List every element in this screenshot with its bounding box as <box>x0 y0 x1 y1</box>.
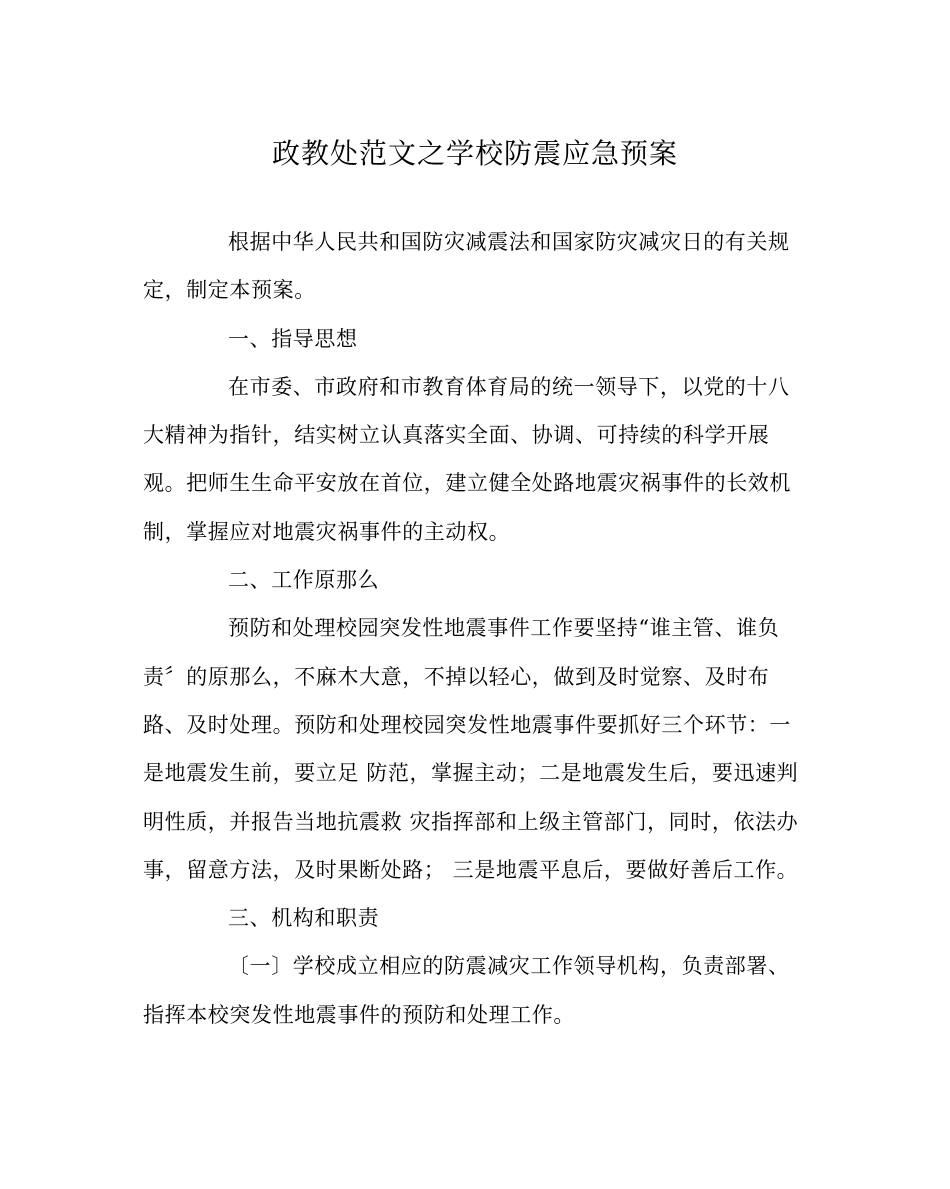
paragraph-line: 预防和处理校园突发性地震事件工作要坚持“谁主管、谁负 <box>228 616 780 641</box>
document-body <box>143 218 807 1039</box>
section-heading: 二、工作原那么 <box>228 568 380 593</box>
section-heading: 一、指导思想 <box>228 326 358 351</box>
document-title: 政教处范文之学校防震应急预案 <box>271 137 678 170</box>
paragraph-line: 是地震发生前，要立足 防范，掌握主动；二是地震发生后，要迅速判 <box>143 761 799 786</box>
paragraph-line: 制，掌握应对地震灾祸事件的主动权。 <box>143 519 511 544</box>
paragraph-line: 定，制定本预案。 <box>143 278 316 303</box>
paragraph-line: 路、及时处理。预防和处理校园突发性地震事件要抓好三个环节：一 <box>143 712 791 737</box>
paragraph-line: 事，留意方法，及时果断处路； 三是地震平息后，要做好善后工作。 <box>143 857 799 882</box>
section-heading: 三、机构和职责 <box>228 906 380 931</box>
paragraph-line: 责〞的原那么，不麻木大意，不掉以轻心，做到及时觉察、及时布 <box>143 664 770 689</box>
paragraph-line: 明性质，并报告当地抗震救 灾指挥部和上级主管部门，同时，依法办 <box>143 809 799 834</box>
paragraph-line: 指挥本校突发性地震事件的预防和处理工作。 <box>143 1002 575 1027</box>
paragraph-line: 观。把师生生命平安放在首位，建立健全处路地震灾祸事件的长效机 <box>143 471 791 496</box>
paragraph-line: 在市委、市政府和市教育体育局的统一领导下，以党的十八 <box>228 374 790 399</box>
paragraph-line: 〔一〕学校成立相应的防震减灾工作领导机构，负责部署、 <box>228 954 790 979</box>
paragraph-line: 根据中华人民共和国防灾减震法和国家防灾减灾日的有关规 <box>228 230 790 254</box>
paragraph-line: 大精神为指针，结实树立认真落实全面、协调、可持续的科学开展 <box>143 423 770 448</box>
